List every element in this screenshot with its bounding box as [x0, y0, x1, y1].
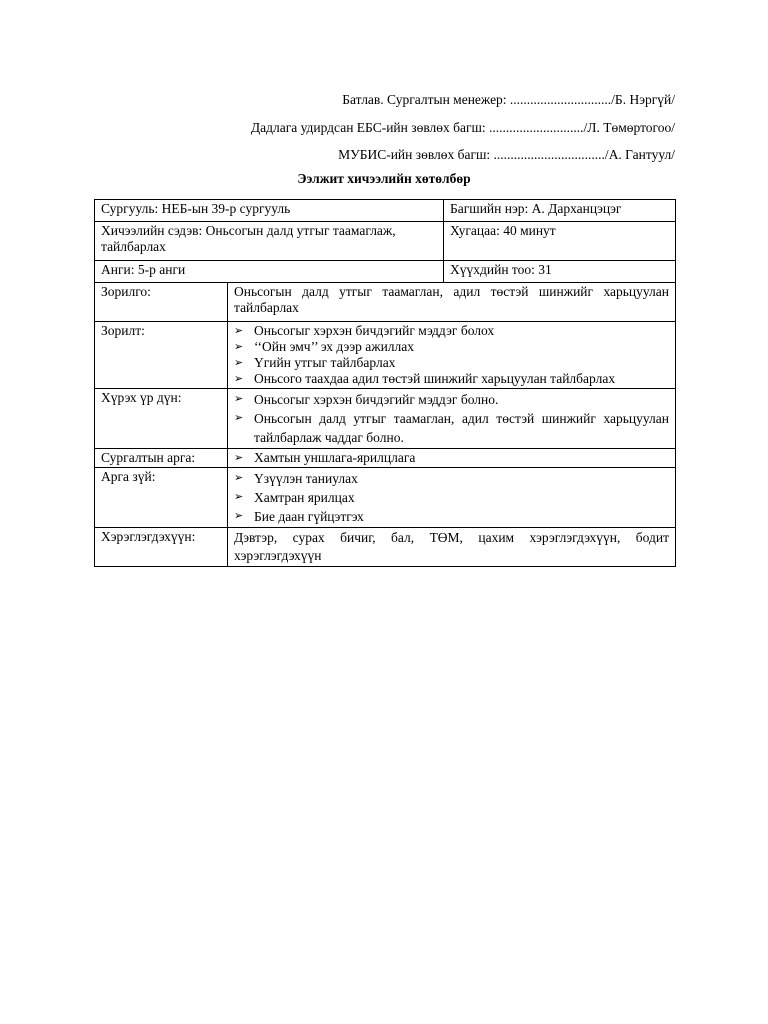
arrowhead-bullet-icon: ➢ [234, 357, 244, 369]
techniques-label: Арга зүй: [95, 468, 228, 528]
arrowhead-bullet-icon: ➢ [234, 341, 244, 353]
techniques-list [234, 469, 669, 526]
list-item: ➢ Оньсогыг хэрхэн бичдэгийг мэддэг болно. [234, 392, 499, 407]
document-title: Ээлжит хичээлийн хөтөлбөр [297, 171, 471, 186]
table-row-materials [95, 528, 676, 567]
table-row-topic [95, 222, 676, 261]
table-row-goal [95, 283, 676, 322]
materials-text: Дэвтэр, сурах бичиг, бал, ТӨМ, цахим хэрэглэгдэхүүн, бодит хэрэглэгдэхүүн [228, 528, 676, 567]
list-item: ➢ Үгийн утгыг тайлбарлах [234, 355, 396, 370]
list-item: ➢ Үзүүлэн таниулах [234, 471, 358, 486]
arrowhead-bullet-icon: ➢ [234, 491, 244, 503]
techniques-cell [228, 468, 676, 528]
arrowhead-bullet-icon: ➢ [234, 510, 244, 522]
method-list [234, 450, 669, 466]
topic-cell: Хичээлийн сэдэв: Оньсогын далд утгыг таамаглаж, тайлбарлах [95, 222, 444, 261]
list-item: ➢ Бие даан гүйцэтгэх [234, 509, 364, 524]
approval-line-school-advisor: Дадлага удирдсан ЕБС-ийн зөвлөх багш: ............................/Л. Төмөртогоо/ [250, 119, 675, 135]
list-item: ➢ Оньсого таахдаа адил төстэй шинжийг харьцуулан тайлбарлах [234, 371, 616, 386]
school-cell: Сургууль: НЕБ-ын 39-р сургууль [95, 200, 444, 222]
teacher-cell: Багшийн нэр: А. Дарханцэцэг [444, 200, 676, 222]
duration-cell: Хугацаа: 40 минут [444, 222, 676, 261]
table-row-school [95, 200, 676, 222]
list-item: ➢ ‘‘Ойн эмч’’ эх дээр ажиллах [234, 339, 415, 354]
method-cell [228, 449, 676, 468]
goal-text: Оньсогын далд утгыг таамаглан, адил төстэй шинжийг харьцуулан тайлбарлах [228, 283, 676, 322]
list-item: ➢ Оньсогын далд утгыг таамаглан, адил төстэй шинжийг харьцуулан тайлбарлаж чаддаг болно. [234, 411, 670, 445]
table-row-outcomes [95, 389, 676, 449]
arrowhead-bullet-icon: ➢ [234, 373, 244, 385]
table-row-techniques [95, 468, 676, 528]
method-label: Сургалтын арга: [95, 449, 228, 468]
arrowhead-bullet-icon: ➢ [234, 472, 244, 484]
list-item: ➢ Хамтын уншлага-ярилцлага [234, 450, 416, 465]
table-row-objectives [95, 322, 676, 389]
arrowhead-bullet-icon: ➢ [234, 412, 244, 424]
list-item: ➢ Хамтран ярилцах [234, 490, 355, 505]
arrowhead-bullet-icon: ➢ [234, 325, 244, 337]
outcomes-cell [228, 389, 676, 449]
approval-line-university-advisor: МУБИС-ийн зөвлөх багш: ................................./А. Гантуул/ [338, 147, 675, 162]
arrowhead-bullet-icon: ➢ [234, 452, 244, 464]
lesson-plan-table [94, 199, 676, 567]
materials-label: Хэрэглэгдэхүүн: [95, 528, 228, 567]
objectives-cell [228, 322, 676, 389]
goal-label: Зорилго: [95, 283, 228, 322]
arrowhead-bullet-icon: ➢ [234, 393, 244, 405]
grade-cell: Анги: 5-р анги [95, 261, 444, 283]
outcomes-label: Хүрэх үр дүн: [95, 389, 228, 449]
approval-block [251, 86, 675, 169]
outcomes-list [234, 390, 669, 447]
list-item: ➢ Оньсогыг хэрхэн бичдэгийг мэддэг болох [234, 323, 495, 338]
table-row-grade [95, 261, 676, 283]
approval-line-manager: Батлав. Сургалтын менежер: ............................../Б. Нэргүй/ [342, 92, 675, 107]
objectives-list [234, 323, 669, 387]
table-row-method [95, 449, 676, 468]
student-count-cell: Хүүхдийн тоо: 31 [444, 261, 676, 283]
objectives-label: Зорилт: [95, 322, 228, 389]
